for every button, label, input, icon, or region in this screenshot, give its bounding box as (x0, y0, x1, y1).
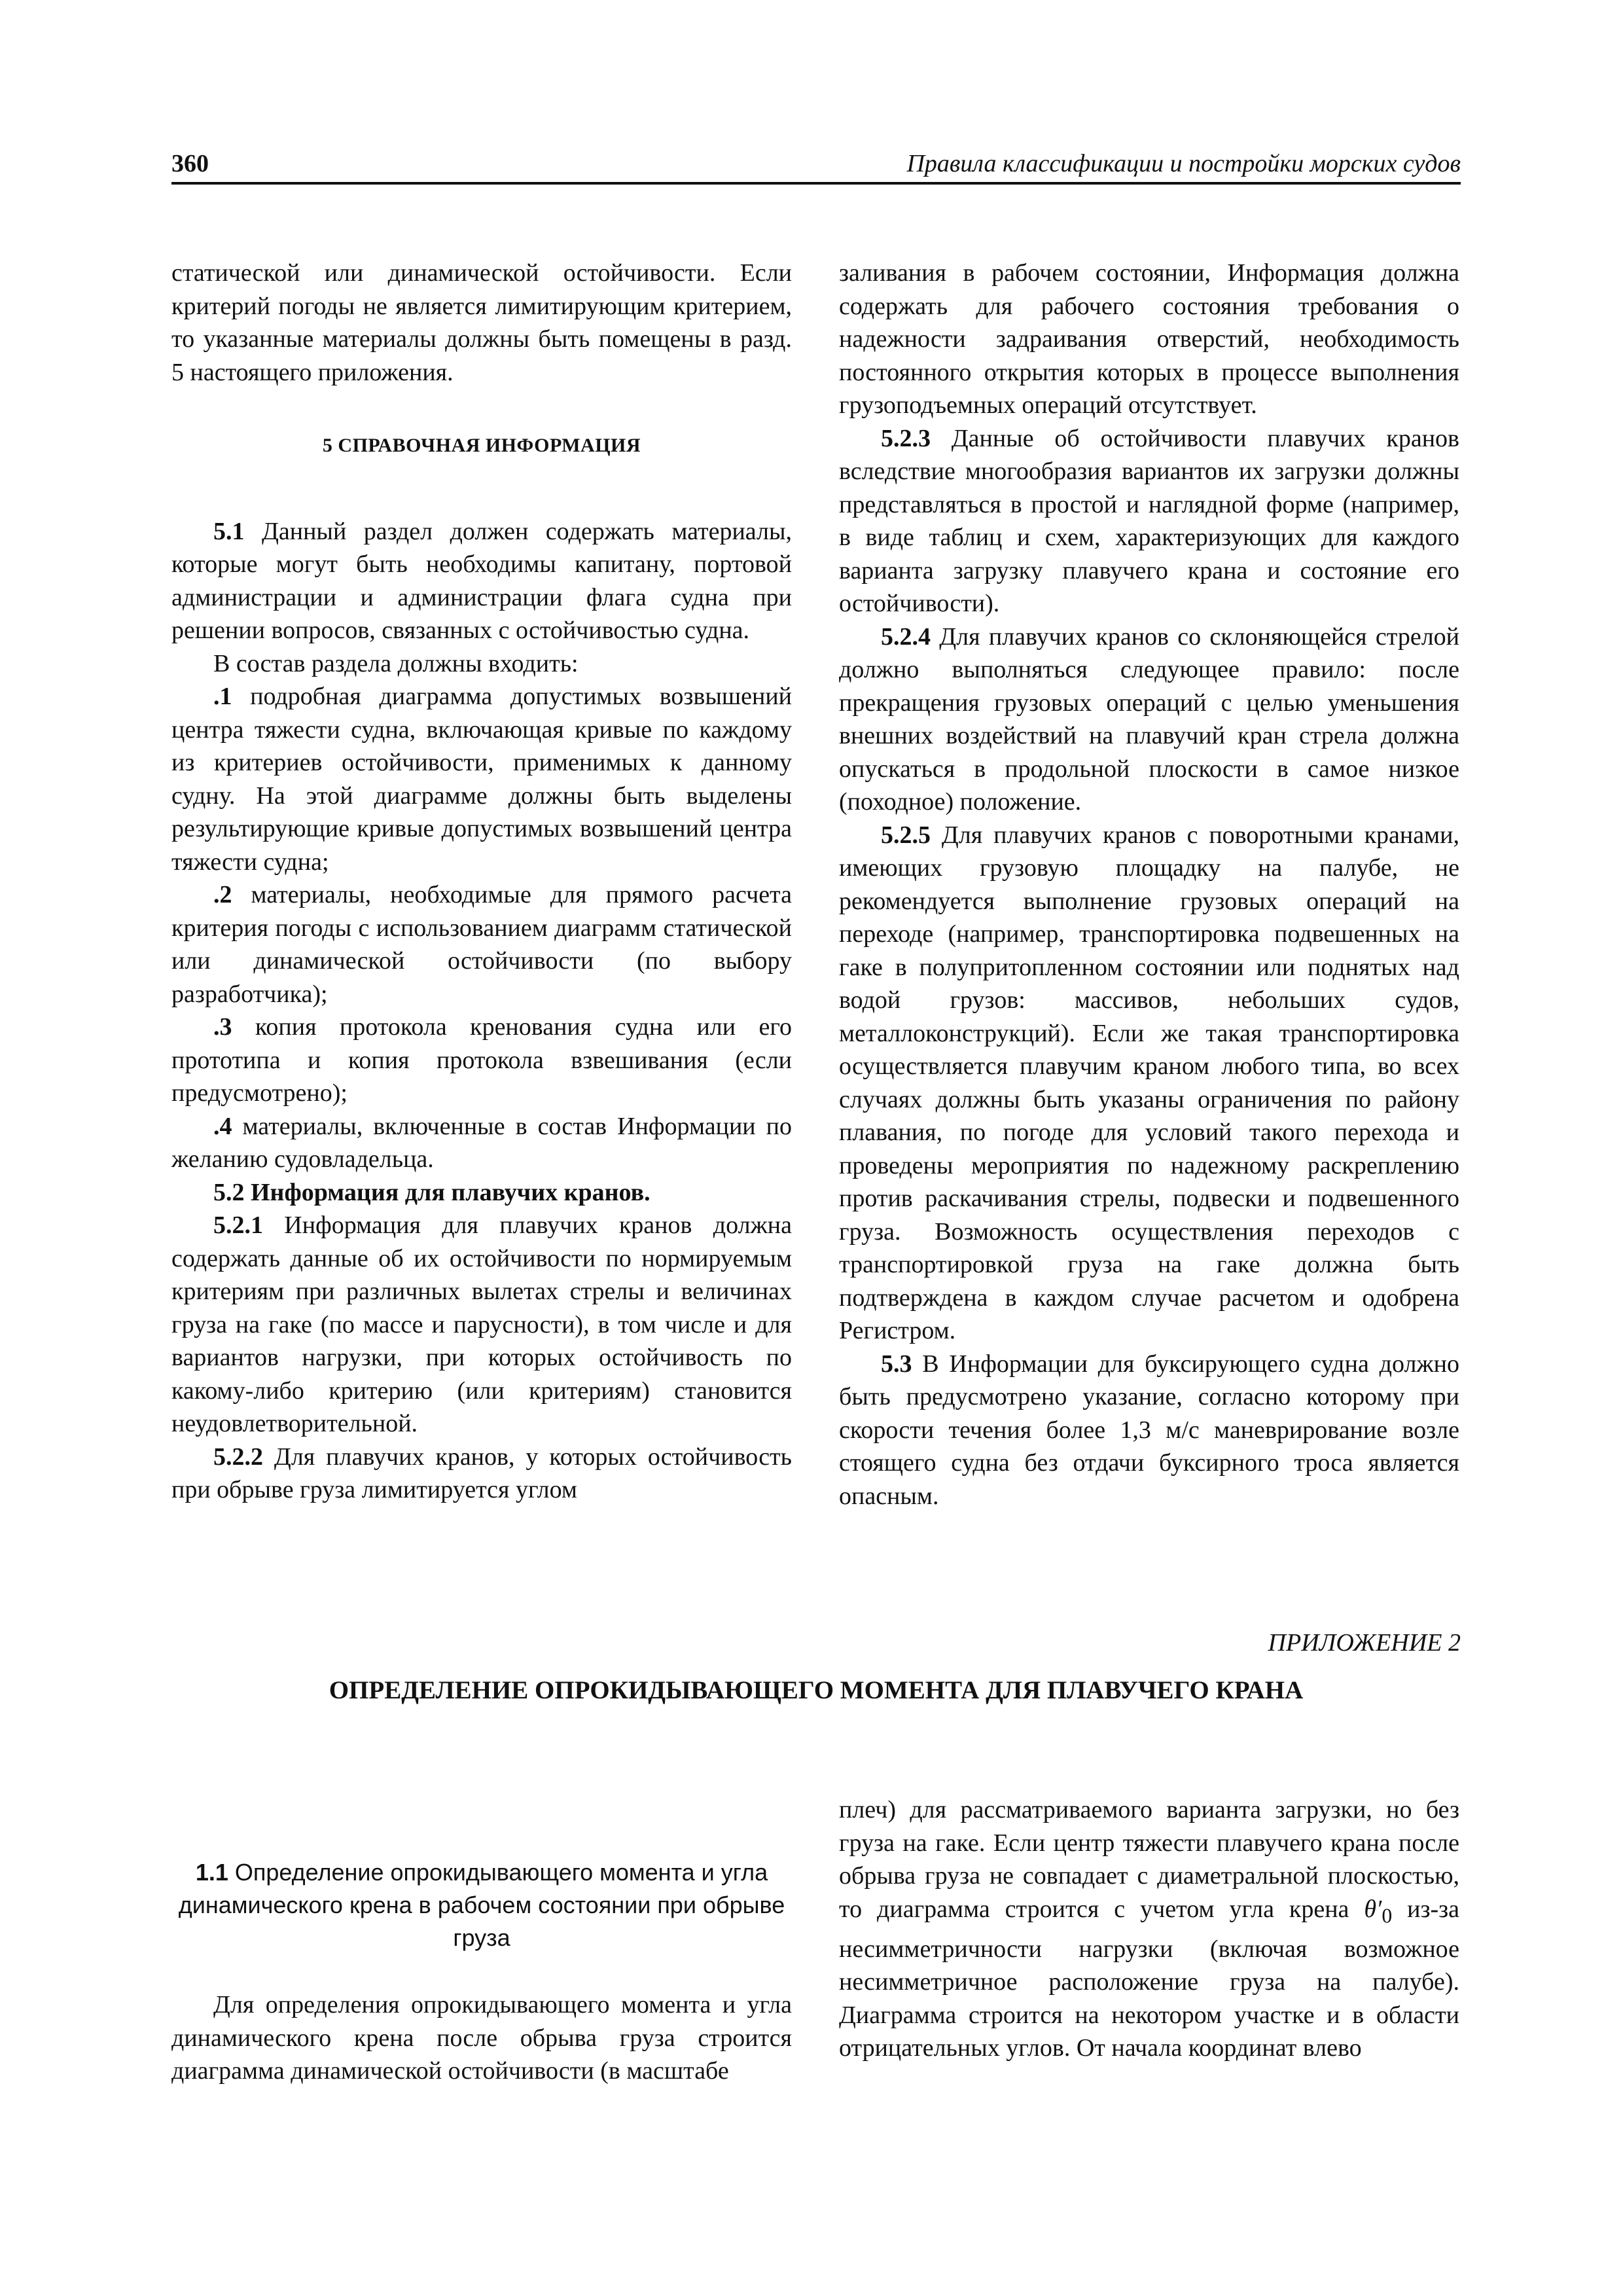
paragraph-text-b: из-за несимметричности нагрузки (включая возможное несимметричное расположение груза на палубе). Диаграмма строится на некотором участке и в области отрицательных углов. От начала координат влево (839, 1895, 1459, 2062)
paragraph-text: Данные об остойчивости плавучих кранов вследствие многообразия вариантов их загрузки должны представляться в простой и наглядной форме (например, в виде таблиц и схем, характеризующих для каждого варианта загрузку плавучего крана и состояние его остойчивости). (839, 424, 1459, 617)
paragraph-5-2-4 (839, 620, 1459, 819)
section-title: 5 СПРАВОЧНАЯ ИНФОРМАЦИЯ (322, 435, 641, 456)
paragraph-number: 5.2.3 (881, 424, 931, 452)
item-number: .3 (213, 1013, 232, 1041)
paragraph-text: Для плавучих кранов с поворотными кранами, имеющих грузовую площадку на палубе, не рекомендуется выполнение грузовых операций на переходе (например, транспортировка подвешенных на гаке в полупритопленном состоянии или поднятых над водой грузов: массивов, небольших судов, металлоконструкций). Если же такая транспортировка осуществляется плавучим краном любого типа, во всех случаях должны быть указаны ограничения по району плавания, по погоде для условий такого перехода и проведены мероприятия по надежному раскреплению против раскачивания стрелы, подвески и подвешенного груза. Возможность осуществления переходов с транспортировкой груза на гаке должна быть подтверждена в каждом случае расчетом и одобрена Регистром. (839, 821, 1459, 1344)
appendix-left-paragraph: Для определения опрокидывающего момента и угла динамического крена после обрыва груза строится диаграмма динамической остойчивости (в масштабе (171, 1991, 792, 2085)
paragraph-number: 5.2.2 (213, 1443, 263, 1471)
list-item-3 (171, 1011, 792, 1110)
paragraph-number: 5.2.5 (881, 821, 931, 849)
item-number: .4 (213, 1112, 232, 1140)
continued-paragraph: заливания в рабочем состоянии, Информация должна содержать для рабочего состояния требования о надежности задраивания отверстий, необходимость постоянного открытия которых в процессе выполнения грузоподъемных операций отсутствует. (839, 259, 1459, 419)
list-item-2 (171, 878, 792, 1011)
list-item-1 (171, 680, 792, 878)
list-item-4 (171, 1110, 792, 1176)
paragraph-text: В Информации для буксирующего судна должно быть предусмотрено указание, согласно которому при скорости течения более 1,3 м/с маневрирование возле стоящего судна без отдачи буксирного троса является опасным. (839, 1350, 1459, 1510)
item-number: .2 (213, 881, 232, 908)
paragraph-text-a: плеч) для рассматриваемого варианта загрузки, но без груза на гаке. Если центр тяжести плавучего крана после обрыва груза не совпадает с диаметральной плоскостью, то диаграмма строится с учетом угла крена (839, 1796, 1459, 1923)
theta-subscript: 0 (1382, 1904, 1393, 1928)
paragraph-number: 5.3 (881, 1350, 912, 1378)
item-text: материалы, необходимые для прямого расчета критерия погоды с использованием диаграмм статической или динамической остойчивости (по выбору разработчика); (171, 881, 792, 1008)
paragraph-5-3 (839, 1348, 1459, 1513)
item-number: .1 (213, 683, 232, 710)
paragraph-5-2-heading: 5.2 Информация для плавучих кранов. (213, 1178, 651, 1206)
subsection-title (171, 1856, 792, 1954)
subsection-number: 1.1 (195, 1859, 228, 1886)
paragraph-number: 5.2.1 (213, 1211, 263, 1239)
paragraph-5-2-1 (171, 1209, 792, 1441)
intro-paragraph: статической или динамической остойчивости. Если критерий погоды не является лимитирующим критерием, то указанные материалы должны быть помещены в разд. 5 настоящего приложения. (171, 259, 792, 386)
paragraph-text: Для плавучих кранов со склоняющейся стрелой должно выполняться следующее правило: после прекращения грузовых операций с целью уменьшения внешних воздействий на плавучий кран стрела должна опускаться в продольной плоскости в самое низкое (походное) положение. (839, 622, 1459, 816)
left-column (171, 257, 792, 1507)
page-number: 360 (171, 150, 209, 177)
paragraph-number: 5.1 (213, 517, 245, 545)
paragraph-5-2-2 (171, 1441, 792, 1507)
page-header (171, 145, 1461, 185)
running-title: Правила классификации и постройки морских судов (906, 150, 1461, 177)
paragraph-5-2-5 (839, 819, 1459, 1348)
theta-symbol: θ′ (1364, 1895, 1382, 1923)
appendix-right-column (839, 1793, 1459, 2065)
paragraph-number: 5.2.4 (881, 622, 931, 651)
appendix-right-paragraph (839, 1793, 1459, 2065)
paragraph-5-1 (171, 515, 792, 647)
item-text: материалы, включенные в состав Информации по желанию судовладельца. (171, 1112, 792, 1173)
paragraph-text: Информация для плавучих кранов должна содержать данные об их остойчивости по нормируемым критериям при различных вылетах стрелы и величинах груза на гаке (по массе и парусности), в том числе и для вариантов нагрузки, при которых остойчивость по какому-либо критерию (или критериям) становится неудовлетворительной. (171, 1211, 792, 1437)
subsection-text: Определение опрокидывающего момента и угла динамического крена в рабочем состоянии при обрыве груза (178, 1859, 785, 1951)
item-text: подробная диаграмма допустимых возвышений центра тяжести судна, включающая кривые по каждому из критериев остойчивости, применимых к данному судну. На этой диаграмме должны быть выделены результирующие кривые допустимых возвышений центра тяжести судна; (171, 683, 792, 876)
right-column (839, 257, 1459, 1513)
item-text: копия протокола кренования судна или его прототипа и копия протокола взвешивания (если предусмотрено); (171, 1013, 792, 1107)
appendix-title: ОПРЕДЕЛЕНИЕ ОПРОКИДЫВАЮЩЕГО МОМЕНТА ДЛЯ ПЛАВУЧЕГО КРАНА (329, 1676, 1304, 1704)
paragraph-5-2-3 (839, 422, 1459, 620)
list-intro: В состав раздела должны входить: (213, 649, 579, 677)
appendix-label: ПРИЛОЖЕНИЕ 2 (1268, 1629, 1461, 1657)
paragraph-text: Для плавучих кранов, у которых остойчивость при обрыве груза лимитируется углом (171, 1443, 792, 1503)
appendix-left-column (171, 1826, 792, 2088)
paragraph-text: Данный раздел должен содержать материалы, которые могут быть необходимы капитану, портовой администрации и администрации флага судна при решении вопросов, связанных с остойчивостью судна. (171, 517, 792, 644)
